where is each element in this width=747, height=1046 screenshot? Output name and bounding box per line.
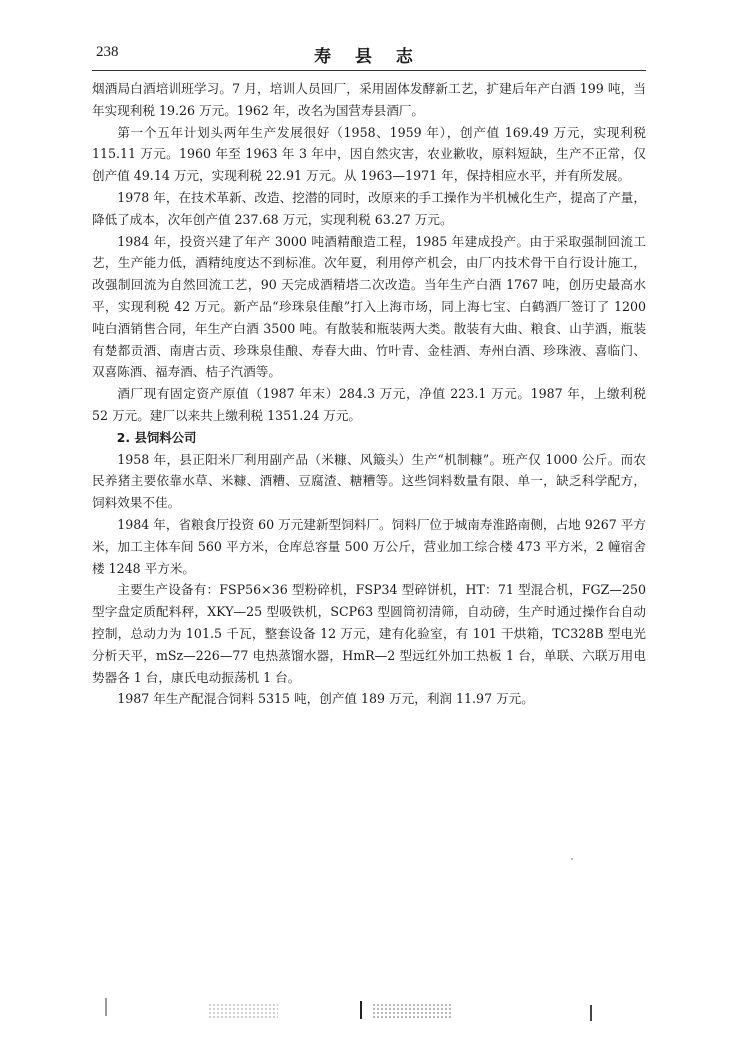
scan-mark	[105, 998, 107, 1016]
header-rule	[92, 70, 646, 71]
scan-speck	[571, 858, 573, 860]
book-title: 寿 县 志	[314, 47, 422, 67]
paragraph: 1987 年生产配混合饲料 5315 吨，创产值 189 万元，利润 11.97 万元。	[117, 691, 534, 707]
scan-noise	[372, 1003, 452, 1019]
paragraph: 第一个五年计划头两年生产发展很好（1958、1959 年），创产值 169.49 万元，实现利税 115.11 万元。1960 年至 1963 年 3 年中，因自然灾害，农业歉收，原料短缺，生产不正常，仅创产值 49.14 万元，实现利税 22.91 万元。从 1963—1971 年，保持相应水平，并有所发展。	[92, 124, 646, 184]
paragraph: 1984 年，省粮食厅投资 60 万元建新型饲料厂。饲料厂位于城南寿淮路南侧，占地 9267 平方米，加工主体车间 560 平方米，仓库总容量 500 万公斤，营业加工综合楼 473 平方米，2 幢宿舍楼 1248 平方米。	[92, 516, 646, 576]
page-header	[92, 42, 644, 66]
paragraph: 烟酒局白酒培训班学习。7 月，培训人员回厂，采用固体发酵新工艺，扩建后年产白酒 199 吨，当年实现利税 19.26 万元。1962 年，改名为国营寿县酒厂。	[92, 81, 646, 118]
paragraph: 酒厂现有固定资产原值（1987 年末）284.3 万元，净值 223.1 万元。1987 年，上缴利税 52 万元。建厂以来共上缴利税 1351.24 万元。	[92, 386, 646, 423]
scan-mark	[360, 1001, 362, 1019]
paragraph: 1978 年，在技术革新、改造、挖潜的同时，改原来的手工操作为半机械化生产，提高了产量，降低了成本，次年创产值 237.68 万元，实现利税 63.27 万元。	[92, 189, 646, 227]
scan-noise	[208, 1003, 278, 1019]
paragraph: 主要生产设备有：FSP56×36 型粉碎机，FSP34 型碎饼机，HT：71 型混合机，FGZ—250 型字盘定质配料秤，XKY—25 型吸铁机，SCP63 型圆筒初清筛，自动磅，生产时通过操作台自动控制，总动力为 101.5 千瓦，整套设备 12 万元，建有化验室，有 101 干烘箱，TC328B 型电光分析天平，mSz—226—77 电热蒸馏水器，HmR—2 型远红外加工热板 1 台，单联、六联万用电势器各 1 台，康氏电动振荡机 1 台。	[92, 582, 646, 685]
paragraph: 1958 年，县正阳米厂利用副产品（米糠、风簸头）生产“机制糠”。班产仅 1000 公斤。而农民养猪主要依靠水草、米糠、酒糟、豆腐渣、糖糟等。这些饲料数量有限、单一，缺乏科学配方，饲料效果不佳。	[92, 451, 646, 511]
section-heading: 2. 县饲料公司	[116, 429, 197, 445]
scan-mark	[590, 1005, 592, 1021]
paragraph: 1984 年，投资兴建了年产 3000 吨酒精酿造工程，1985 年建成投产。由于采取强制回流工艺，生产能力低，酒精纯度达不到标准。次年夏，利用停产机会，由厂内技术骨干自行设计施工，改强制回流为自然回流工艺，90 天完成酒精塔二次改造。当年生产白酒 1767 吨，创历史最高水平，实现利税 42 万元。新产品“珍珠泉佳酿”打入上海市场，同上海七宝、白鹤酒厂签订了 1200 吨白酒销售合同，年生产白酒 3500 吨。有散装和瓶装两大类。散装有大曲、粮食、山芋酒，瓶装有楚都贡酒、南唐古贡、珍珠泉佳酿、寿春大曲、竹叶青、金桂酒、寿州白酒、珍珠液、喜临门、双喜陈酒、福寿酒、桔子汽酒等。	[92, 233, 646, 380]
body-text	[92, 78, 646, 710]
page-number: 238	[96, 44, 119, 60]
